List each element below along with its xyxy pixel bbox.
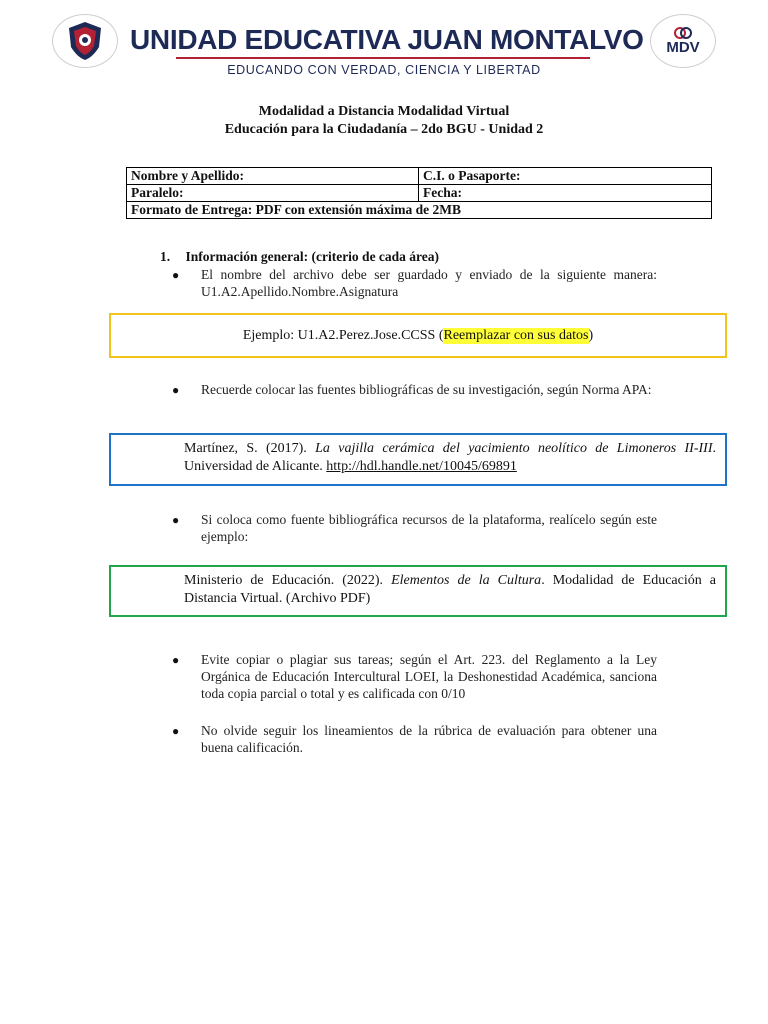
apa-example-box bbox=[109, 433, 727, 486]
example-box bbox=[109, 313, 727, 358]
mdv-logo bbox=[650, 14, 716, 68]
apa-reference bbox=[184, 440, 716, 476]
modality-title: Modalidad a Distancia Modalidad Virtual bbox=[258, 104, 510, 119]
bullet-plagiarism: Evite copiar o plagiar sus tareas; según el Art. 223. del Reglamento a la Ley Orgánica de Educación Intercultural LOEI, la Deshonestidad Académica, sanciona toda copia parcial o total y es calificada con 0/10 bbox=[201, 652, 657, 701]
mdv-logo-text: MDV bbox=[666, 39, 700, 56]
id-cell: C.I. o Pasaporte: bbox=[419, 168, 712, 185]
bullet-icon: ● bbox=[172, 513, 180, 527]
apa-author: Martínez, S. (2017). bbox=[184, 441, 316, 456]
school-motto: EDUCANDO CON VERDAD, CIENCIA Y LIBERTAD bbox=[227, 63, 541, 77]
section-number: 1. bbox=[160, 249, 171, 264]
platform-reference bbox=[184, 572, 716, 608]
platform-author: Ministerio de Educación. (2022). bbox=[184, 573, 392, 588]
school-name: UNIDAD EDUCATIVA JUAN MONTALVO bbox=[130, 24, 644, 55]
bullet-icon: ● bbox=[172, 724, 180, 738]
brain-icon bbox=[674, 26, 692, 40]
header-rule bbox=[176, 57, 590, 59]
school-crest-logo bbox=[52, 14, 118, 68]
platform-publisher: . Modalidad de Educación a Distancia Virtual. (Archivo PDF) bbox=[184, 573, 716, 606]
apa-publisher: . Universidad de Alicante. bbox=[184, 441, 716, 474]
table-row bbox=[127, 185, 712, 202]
shield-icon bbox=[63, 19, 107, 63]
student-info-table bbox=[126, 167, 712, 219]
subject-title: Educación para la Ciudadanía – 2do BGU - Unidad 2 bbox=[224, 122, 544, 137]
example-prefix: Ejemplo: U1.A2.Perez.Jose.CCSS ( bbox=[242, 327, 444, 343]
platform-example-box bbox=[109, 565, 727, 617]
example-suffix: ) bbox=[588, 327, 594, 343]
apa-link[interactable]: http://hdl.handle.net/10045/69891 bbox=[326, 459, 517, 474]
bullet-rubric: No olvide seguir los lineamientos de la rúbrica de evaluación para obtener una buena calificación. bbox=[201, 723, 657, 755]
bullet-icon: ● bbox=[172, 383, 180, 397]
table-row bbox=[127, 202, 712, 219]
section-heading bbox=[160, 249, 439, 265]
format-cell: Formato de Entrega: PDF con extensión máxima de 2MB bbox=[127, 202, 712, 219]
fecha-cell: Fecha: bbox=[419, 185, 712, 202]
example-highlight: Reemplazar con sus datos bbox=[443, 327, 589, 343]
table-row bbox=[127, 168, 712, 185]
name-cell: Nombre y Apellido: bbox=[127, 168, 419, 185]
section-heading-text: Información general: (criterio de cada área) bbox=[185, 249, 440, 264]
paralelo-cell: Paralelo: bbox=[127, 185, 419, 202]
bullet-platform: Si coloca como fuente bibliográfica recursos de la plataforma, realícelo según este ejemplo: bbox=[201, 512, 657, 544]
bullet-apa: Recuerde colocar las fuentes bibliográficas de su investigación, según Norma APA: bbox=[201, 382, 652, 397]
bullet-file-name: El nombre del archivo debe ser guardado y enviado de la siguiente manera: U1.A2.Apellido.Nombre.Asignatura bbox=[201, 267, 657, 299]
platform-title: Elementos de la Cultura bbox=[391, 573, 542, 588]
apa-title: La vajilla cerámica del yacimiento neolítico de Limoneros II-III bbox=[315, 441, 713, 456]
bullet-icon: ● bbox=[172, 653, 180, 667]
bullet-icon: ● bbox=[172, 268, 180, 282]
